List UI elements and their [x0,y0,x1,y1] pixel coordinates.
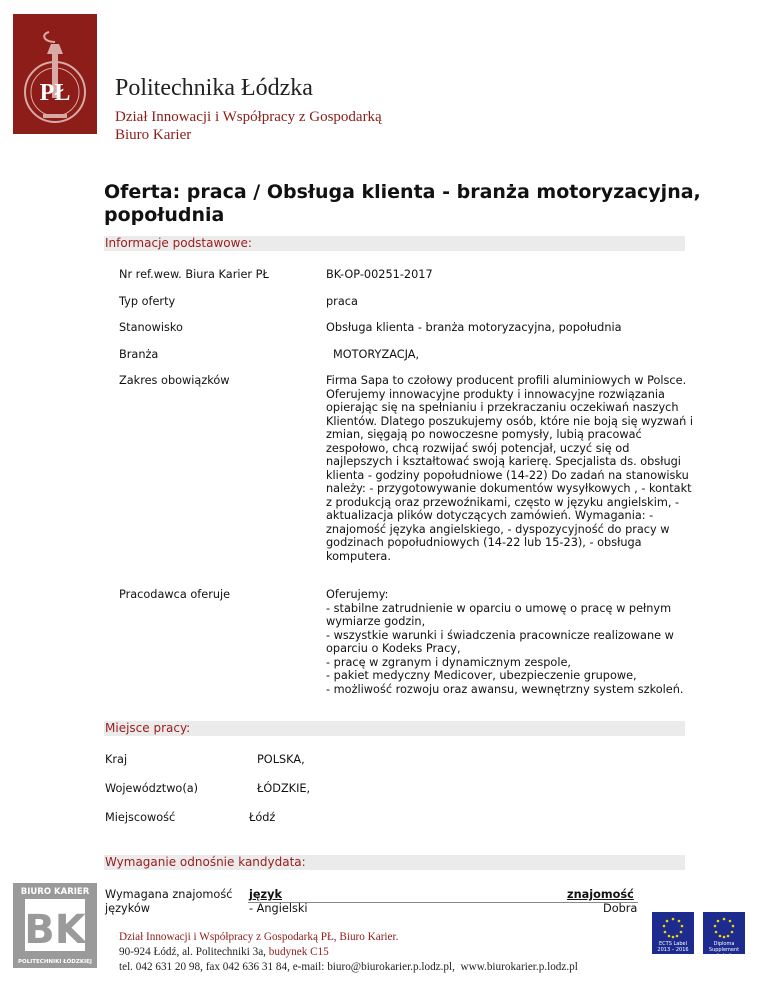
employer-offers-value: Oferujemy: - stabilne zatrudnienie w oparciu o umowę o pracę w pełnym wymiarze godzin, - wszystkie warunki i świadczenia pracownicze realizowane w oparciu o Kodeks Pracy, - pracę w zgranym i dynamicznym zespole, - pakiet medyczny Medicover, ubezpieczenie grupowe, - możliwość rozwoju oraz awansu, wewnętrzny system szkoleń. [326,588,684,696]
footer-contact [119,930,578,975]
section-requirements-heading: Wymaganie odnośnie kandydata: [104,855,685,870]
section-workplace-heading: Miejsce pracy: [104,721,685,736]
institution-header [115,75,382,144]
department-name: Dział Innowacji i Współpracy z Gospodarką [115,109,382,125]
bk-logo-top-text: BIURO KARIER [20,887,90,897]
university-emblem-icon [13,14,97,134]
footer-phone: tel. 042 631 20 98, fax 042 636 31 84, e-mail: [119,961,325,973]
city-value: Łódź [249,811,276,824]
diploma-supplement-badge [703,912,745,965]
footer-website-link[interactable]: www.biurokarier.p.lodz.pl [460,961,578,973]
level-value: Dobra [603,902,638,915]
ref-number-value: BK-OP-00251-2017 [326,268,433,281]
duties-label: Zakres obowiązków [119,374,230,387]
footer-email-link[interactable]: biuro@biurokarier.p.lodz.pl, [327,961,455,973]
office-name: Biuro Karier [115,127,192,143]
footer-line-1: Dział Innowacji i Współpracy z Gospodarką PŁ, Biuro Karier. [119,931,399,943]
biuro-karier-logo [13,883,97,968]
university-logo [13,14,97,134]
position-label: Stanowisko [119,321,183,334]
offer-type-label: Typ oferty [119,295,176,308]
industry-value: MOTORYZACJA, [333,348,420,361]
position-value: Obsługa klienta - branża motoryzacyjna, popołudnia [326,321,622,334]
languages-required-label: Wymagana znajomość języków [105,888,233,915]
ds-badge-caption: Diploma Supplement Label 2013 – 2016 [708,941,740,965]
bk-logo-bottom-text: POLITECHNIKI ŁÓDZKIEJ [18,959,92,965]
voivodeship-value: ŁÓDZKIE, [257,782,311,795]
offer-title: Oferta: praca / Obsługa klienta - branża motoryzacyjna, popołudnia [104,181,701,226]
language-value: - Angielski [249,902,308,915]
country-value: POLSKA, [257,753,305,766]
footer-building: budynek C15 [268,946,329,958]
ects-badge-caption: ECTS Label 2013 – 2016 [657,941,689,953]
footer-line-3 [119,960,578,975]
country-label: Kraj [105,753,128,766]
duties-value: Firma Sapa to czołowy producent profili aluminiowych w Polsce. Oferujemy innowacyjne produkty i innowacyjne rozwiązania opierając się na spełnianiu i przekraczaniu oczekiwań naszych Klientów. Dlatego poszukujemy osób, które nie boją się wyzwań i zmian, sięgają po nowoczesne pomysły, lubią pracować zespołowo, chcą rozwijać swój potencjał, uczyć się od najlepszych i kształtować swoją karierę. Specjalista ds. obsługi klienta - godziny popołudniowe (14-22) Do zadań na stanowisku należy: - przygotowywanie dokumentów wysyłkowych , - kontakt z produkcją oraz przewoźnikami, często w języku angielskim, - aktualizacja plików dotyczących zamówień. Wymagania: - znajomość języka angielskiego, - dyspozycyjność do pracy w godzinach popołudniowych (14-22 lub 15-23), - obsługa komputera. [326,374,694,563]
section-basic-info-heading: Informacje podstawowe: [104,236,685,251]
employer-offers-label: Pracodawca oferuje [119,588,231,601]
bk-logo-mark: BK [24,907,86,953]
level-column-header: znajomość [567,888,634,901]
language-column-header: język [249,888,282,901]
city-label: Miejscowość [105,811,176,824]
ects-label-badge [652,912,694,954]
footer-address: 90-924 Łódź, al. Politechniki 3a, [119,946,266,958]
logo-text: PŁ [39,80,71,106]
ref-number-label: Nr ref.wew. Biura Karier PŁ [119,268,269,281]
footer-line-2 [119,945,578,960]
offer-type-value: praca [326,295,358,308]
industry-label: Branża [119,348,159,361]
voivodeship-label: Województwo(a) [105,782,199,795]
institution-name: Politechnika Łódzka [115,75,313,101]
